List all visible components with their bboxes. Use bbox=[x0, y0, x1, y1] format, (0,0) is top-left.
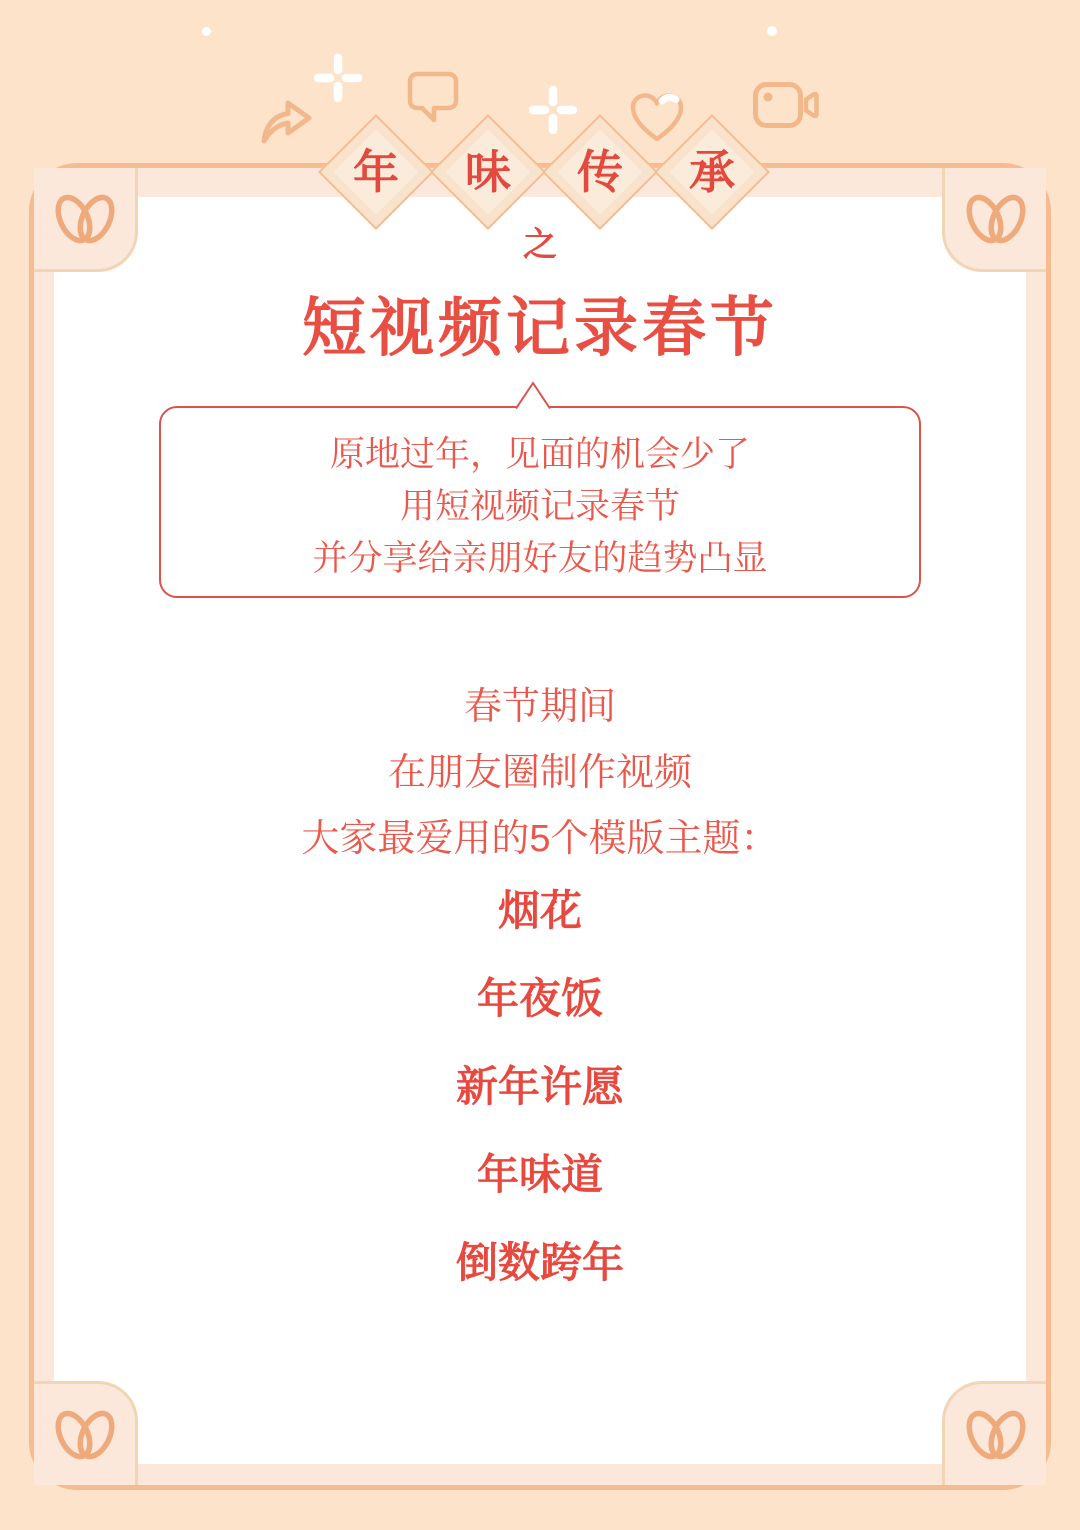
theme-list bbox=[0, 867, 1080, 1307]
share-icon bbox=[257, 95, 315, 147]
heart-icon bbox=[629, 92, 685, 144]
series-title-char: 承 bbox=[689, 146, 735, 198]
speech-bubble bbox=[159, 406, 921, 598]
theme-item: 年味道 bbox=[476, 1151, 603, 1198]
theme-item: 烟花 bbox=[497, 887, 582, 934]
page-title: 短视频记录春节 bbox=[302, 292, 778, 364]
intro-line: 大家最爱用的5个模版主题： bbox=[301, 818, 779, 860]
speech-bubble-line: 原地过年，见面的机会少了 bbox=[329, 435, 750, 474]
chat-bubble-icon bbox=[407, 71, 459, 123]
sparkle-icon bbox=[529, 86, 577, 134]
series-title-char: 味 bbox=[465, 146, 511, 198]
series-title-char: 年 bbox=[353, 146, 399, 198]
intro-line: 在朋友圈制作视频 bbox=[387, 752, 692, 794]
sparkle-icon bbox=[314, 54, 362, 102]
theme-item: 新年许愿 bbox=[455, 1063, 624, 1110]
white-dot-icon bbox=[202, 27, 211, 36]
theme-item: 倒数跨年 bbox=[455, 1239, 624, 1286]
intro-paragraph bbox=[0, 674, 1080, 872]
channels-logo-icon bbox=[48, 1407, 122, 1463]
title-connector: 之 bbox=[523, 226, 557, 264]
corner-notch bbox=[34, 1381, 138, 1485]
white-dot-icon bbox=[767, 26, 777, 36]
corner-notch bbox=[942, 1381, 1046, 1485]
speech-bubble-pointer bbox=[515, 381, 551, 409]
theme-item: 年夜饭 bbox=[476, 975, 603, 1022]
speech-bubble-line: 用短视频记录春节 bbox=[399, 487, 680, 526]
intro-line: 春节期间 bbox=[463, 686, 616, 728]
series-title-char: 传 bbox=[577, 146, 623, 198]
speech-bubble-line: 并分享给亲朋好友的趋势凸显 bbox=[312, 539, 768, 578]
channels-logo-icon bbox=[959, 1407, 1033, 1463]
video-camera-icon bbox=[753, 82, 819, 128]
